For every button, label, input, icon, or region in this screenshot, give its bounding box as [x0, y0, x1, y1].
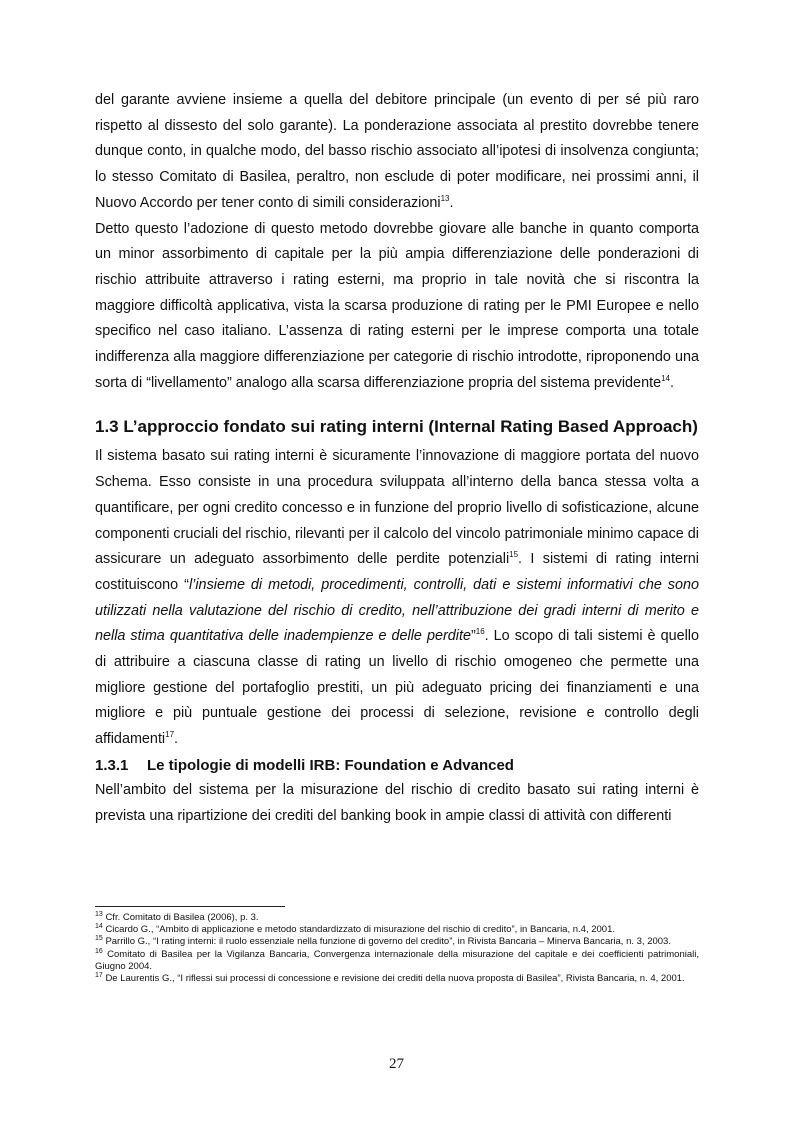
footnote-separator [95, 906, 285, 907]
paragraph-text: . Lo scopo di tali sistemi è quello di attribuire a ciascuna classe di rating un livello di rischio omogeneo che permette una migliore gestione del portafoglio prestiti, un più adeguato pricing dei finanziamenti e una migliore e più puntuale gestione dei processi di selezione, revisione e controllo degli affidamenti [95, 628, 699, 748]
paragraph-end: . [449, 194, 454, 211]
footnote-15 [95, 936, 699, 948]
footnote-text: Comitato di Basilea per la Vigilanza Bancaria, Convergenza internazionale della misurazione del capitale e dei coefficienti patrimoniali, Giugno 2004. [95, 948, 699, 972]
quoted-definition: l’insieme di metodi, procedimenti, controlli, dati e sistemi informativi che sono utilizzati nella valutazione del rischio di credito, nell’attribuzione dei gradi interni di merito e nella stima quantitativa delle inadempienze e delle perdite [95, 576, 699, 645]
paragraph-text: Nell’ambito del sistema per la misurazione del rischio di credito basato sui rating interni è prevista una ripartizione dei crediti del banking book in ampie classi di attività con differenti [95, 781, 699, 824]
body-text [95, 88, 699, 829]
paragraph-1 [95, 88, 699, 217]
paragraph-text: . I sistemi di rating interni costituiscono “ [95, 551, 699, 593]
footnote-17 [95, 973, 699, 985]
footnote-ref-16[interactable]: 16 [475, 627, 485, 637]
footnote-text: Cicardo G., “Ambito di applicazione e metodo standardizzato di misurazione del rischio di credito”, in Bancaria, n.4, 2001. [105, 924, 616, 936]
paragraph-text: Detto questo l’adozione di questo metodo dovrebbe giovare alle banche in quanto comporta un minor assorbimento di capitale per la più ampia differenziazione delle ponderazioni di rischio attribuite attraverso i rating esterni, ma proprio in tale novità che si riscontra la maggiore difficoltà applicativa, vista la scarsa produzione di rating per le PMI Europee e nello specifico nel caso italiano. L’assenza di rating esterni per le imprese comporta una totale indifferenza alla maggiore differenziazione per categorie di rischio introdotte, riproponendo una sorta di “livellamento” analogo alla scarsa differenziazione propria del sistema previdente [95, 220, 699, 391]
footnote-ref-17[interactable]: 17 [165, 730, 175, 740]
footnote-13 [95, 912, 699, 924]
paragraph-2 [95, 217, 699, 397]
page-number: 27 [389, 1056, 404, 1072]
footnote-number: 14 [95, 923, 103, 931]
paragraph-4 [95, 778, 699, 829]
footnote-text: De Laurentis G., “I riflessi sui processi di concessione e revisione dei crediti della nuova proposta di Basilea”, Rivista Bancaria, n. 4, 2001. [105, 973, 685, 985]
subsection-number: 1.3.1 [95, 756, 129, 774]
footnote-ref-14[interactable]: 14 [661, 373, 670, 383]
paragraph-text: Il sistema basato sui rating interni è sicuramente l’innovazione di maggiore portata del nuovo Schema. Esso consiste in una procedura sviluppata all’interno della banca stessa volta a quantificare, per ogni credito concesso e in funzione del proprio livello di sofisticazione, alcune componenti cruciali del rischio, rilevanti per il calcolo del vincolo patrimoniale minimo capace di assicurare un adeguato assorbimento delle perdite potenziali [95, 448, 699, 568]
footnote-text: Parrillo G., “I rating interni: il ruolo essenziale nella funzione di governo del credito”, in Rivista Bancaria – Minerva Bancaria, n. 3, 2003. [105, 936, 671, 948]
footnote-text: Cfr. Comitato di Basilea (2006), p. 3. [105, 912, 259, 923]
footnote-ref-15[interactable]: 15 [509, 550, 519, 560]
subsection-heading [95, 753, 699, 778]
footnote-number: 17 [95, 971, 103, 979]
section-heading: 1.3 L’approccio fondato sui rating interni (Internal Rating Based Approach) [95, 417, 698, 437]
footnote-16 [95, 949, 699, 973]
footnote-number: 13 [95, 910, 103, 918]
footnote-number: 15 [95, 935, 103, 943]
footnotes [95, 912, 699, 985]
paragraph-end: . [669, 374, 674, 391]
footnote-number: 16 [95, 947, 103, 955]
paragraph-end: . [174, 731, 179, 748]
subsection-title: Le tipologie di modelli IRB: Foundation e Advanced [147, 756, 514, 774]
paragraph-text: del garante avviene insieme a quella del debitore principale (un evento di per sé più raro rispetto al dissesto del solo garante). La ponderazione associata al prestito dovrebbe tenere dunque conto, in qualche modo, del basso rischio associato all’ipotesi di insolvenza congiunta; lo stesso Comitato di Basilea, peraltro, non esclude di poter modificare, nei prossimi anni, il Nuovo Accordo per tener conto di simili considerazioni [95, 92, 699, 211]
footnote-ref-13[interactable]: 13 [440, 194, 450, 204]
footnote-14 [95, 924, 699, 936]
paragraph-3 [95, 444, 699, 752]
closing-quote: ” [470, 628, 476, 645]
